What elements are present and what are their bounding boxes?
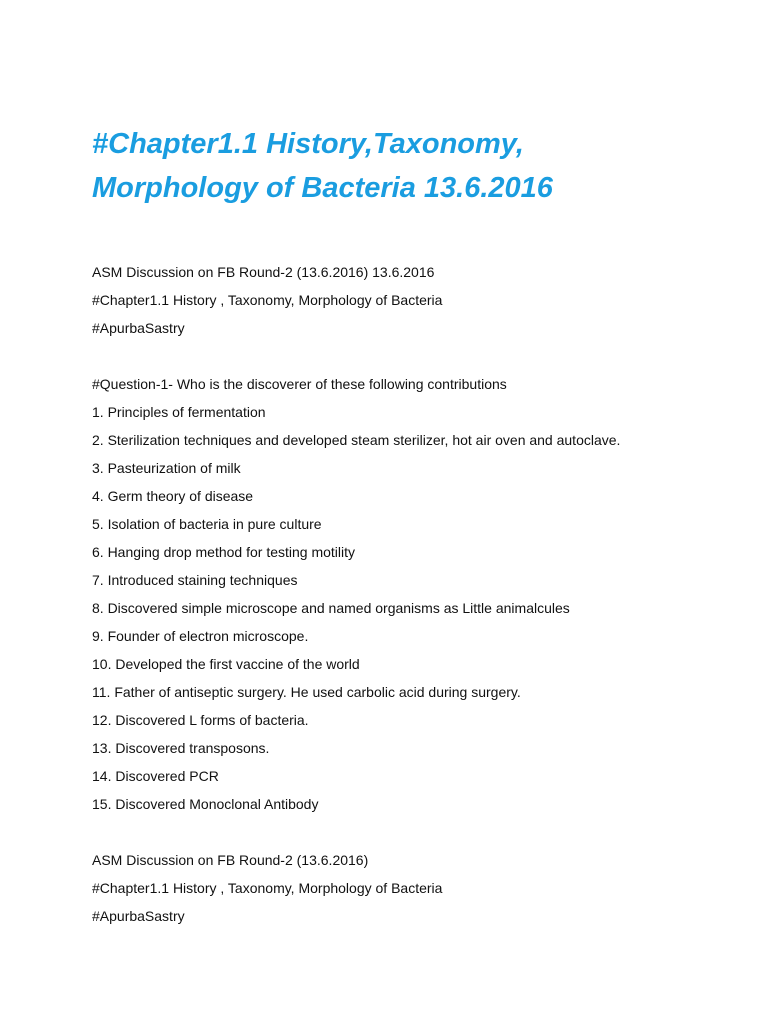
list-item: 11. Father of antiseptic surgery. He used carbolic acid during surgery. xyxy=(92,684,521,700)
list-item: 4. Germ theory of disease xyxy=(92,488,254,504)
document-title xyxy=(92,122,732,210)
list-item: 8. Discovered simple microscope and named organisms as Little animalcules xyxy=(92,600,570,616)
list-item: 6. Hanging drop method for testing motility xyxy=(92,544,356,560)
chapter-tag-2: #Chapter1.1 History , Taxonomy, Morphology of Bacteria xyxy=(92,880,443,896)
author-tag: #ApurbaSastry xyxy=(92,320,185,336)
list-item: 9. Founder of electron microscope. xyxy=(92,628,309,644)
author-tag-2: #ApurbaSastry xyxy=(92,908,185,924)
chapter-tag: #Chapter1.1 History , Taxonomy, Morphology of Bacteria xyxy=(92,292,443,308)
list-item: 7. Introduced staining techniques xyxy=(92,572,298,588)
discussion-heading: ASM Discussion on FB Round-2 (13.6.2016) 13.6.2016 xyxy=(92,264,435,280)
list-item: 10. Developed the first vaccine of the world xyxy=(92,656,360,672)
list-item: 14. Discovered PCR xyxy=(92,768,219,784)
title-line-2: Morphology of Bacteria 13.6.2016 xyxy=(92,172,553,204)
list-item: 3. Pasteurization of milk xyxy=(92,460,241,476)
list-item: 2. Sterilization techniques and developed steam sterilizer, hot air oven and autoclave. xyxy=(92,432,621,448)
paragraph-gap xyxy=(92,342,752,370)
list-item: 15. Discovered Monoclonal Antibody xyxy=(92,796,319,812)
paragraph-gap xyxy=(92,818,752,846)
discussion-heading-2: ASM Discussion on FB Round-2 (13.6.2016) xyxy=(92,852,369,868)
question-heading: #Question-1- Who is the discoverer of these following contributions xyxy=(92,376,507,392)
list-item: 1. Principles of fermentation xyxy=(92,404,266,420)
document-body xyxy=(92,258,752,930)
list-item: 12. Discovered L forms of bacteria. xyxy=(92,712,309,728)
title-line-1: #Chapter1.1 History,Taxonomy, xyxy=(92,128,524,160)
list-item: 5. Isolation of bacteria in pure culture xyxy=(92,516,322,532)
list-item: 13. Discovered transposons. xyxy=(92,740,270,756)
